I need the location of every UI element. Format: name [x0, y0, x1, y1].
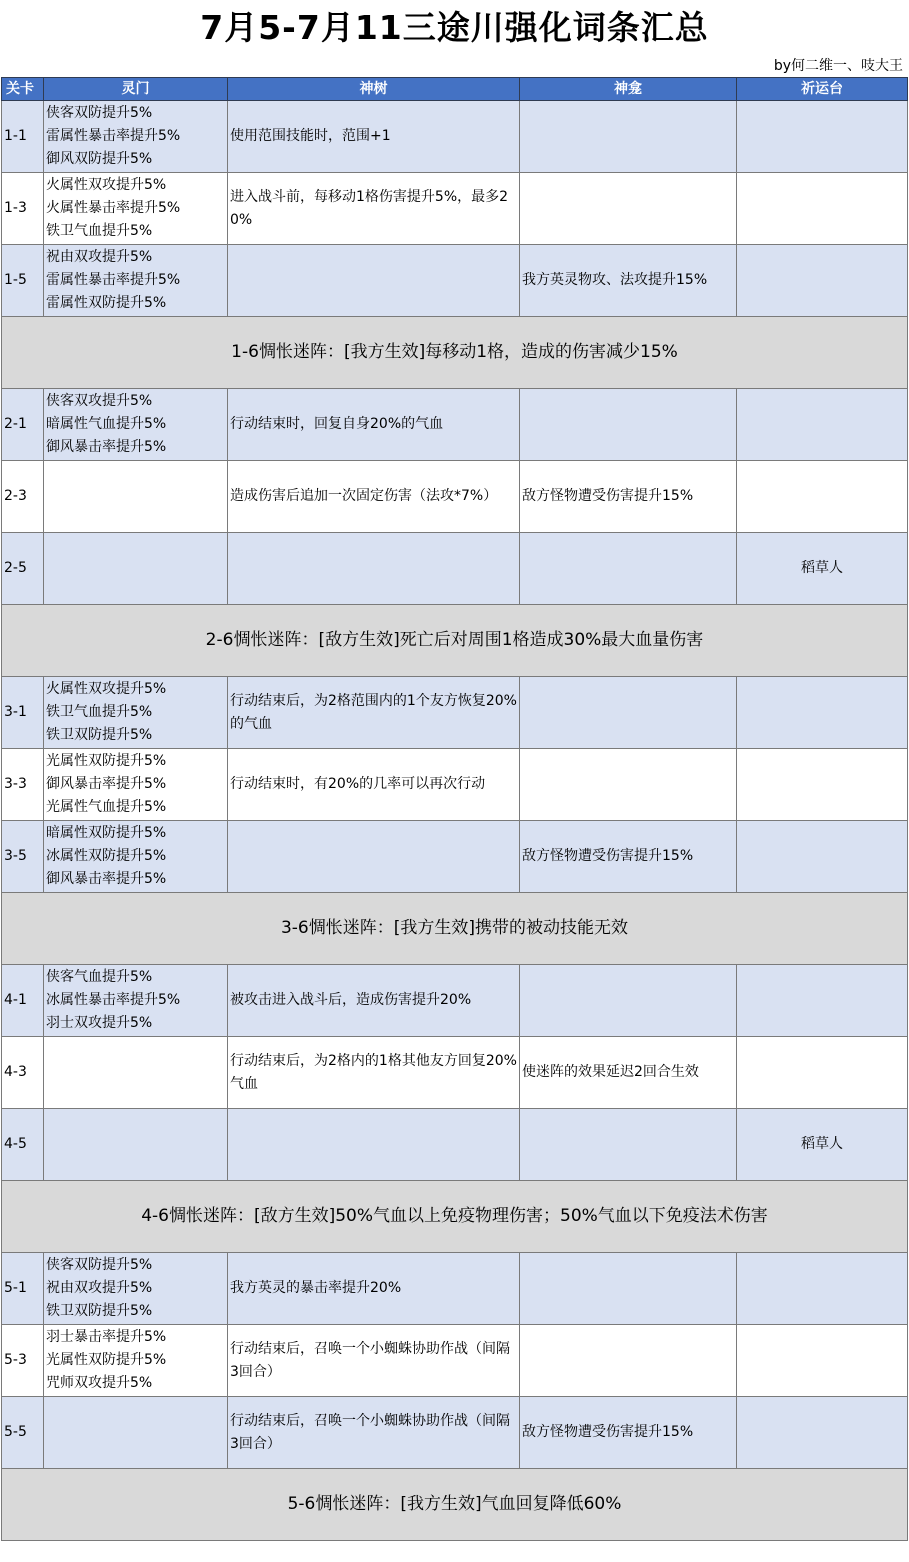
maze-effect-text: 2-6惆怅迷阵：[敌方生效]死亡后对周围1格造成30%最大血量伤害 [2, 605, 908, 677]
buff-summary-table [1, 77, 908, 1541]
shenshu-cell [228, 821, 520, 893]
lingmen-buff: 暗属性气血提升5% [46, 416, 167, 432]
stage-cell: 4-5 [2, 1109, 44, 1181]
maze-effect-text: 4-6惆怅迷阵：[敌方生效]50%气血以上免疫物理伤害；50%气血以下免疫法术伤害 [2, 1181, 908, 1253]
qiyuntai-cell [737, 749, 908, 821]
lingmen-buff: 雷属性暴击率提升5% [46, 272, 181, 288]
lingmen-buff: 侠客气血提升5% [46, 969, 153, 985]
shenkan-cell: 敌方怪物遭受伤害提升15% [520, 821, 737, 893]
shenshu-cell: 行动结束后，为2格内的1格其他友方回复20%气血 [228, 1037, 520, 1109]
qiyuntai-cell [737, 1325, 908, 1397]
stage-cell: 5-1 [2, 1253, 44, 1325]
lingmen-cell [44, 533, 228, 605]
shenkan-cell [520, 1253, 737, 1325]
shenshu-cell [228, 533, 520, 605]
stage-row [2, 389, 908, 461]
lingmen-buff: 火属性双攻提升5% [46, 177, 167, 193]
lingmen-buff: 光属性双防提升5% [46, 1352, 167, 1368]
stage-row [2, 749, 908, 821]
lingmen-buff: 铁卫气血提升5% [46, 223, 153, 239]
stage-row [2, 965, 908, 1037]
qiyuntai-cell [737, 1397, 908, 1469]
column-header-lingmen: 灵门 [44, 78, 228, 101]
lingmen-buff: 火属性双攻提升5% [46, 681, 167, 697]
stage-cell: 5-3 [2, 1325, 44, 1397]
maze-effect-banner-row [2, 1469, 908, 1541]
stage-row [2, 1397, 908, 1469]
lingmen-buff: 火属性暴击率提升5% [46, 200, 181, 216]
stage-row [2, 1253, 908, 1325]
stage-row [2, 821, 908, 893]
lingmen-cell [44, 245, 228, 317]
stage-cell: 1-5 [2, 245, 44, 317]
lingmen-buff: 雷属性暴击率提升5% [46, 128, 181, 144]
shenkan-cell [520, 533, 737, 605]
column-header-shenkan: 神龛 [520, 78, 737, 101]
lingmen-buff: 御风暴击率提升5% [46, 439, 167, 455]
lingmen-cell [44, 461, 228, 533]
author-credit: by何二维一、吱大王 [773, 58, 903, 74]
lingmen-buff: 冰属性双防提升5% [46, 848, 167, 864]
lingmen-buff: 铁卫双防提升5% [46, 1303, 153, 1319]
lingmen-cell [44, 389, 228, 461]
qiyuntai-cell: 稻草人 [737, 1109, 908, 1181]
stage-cell: 3-5 [2, 821, 44, 893]
shenshu-cell: 使用范围技能时，范围+1 [228, 101, 520, 173]
maze-effect-banner-row [2, 1181, 908, 1253]
stage-cell: 1-1 [2, 101, 44, 173]
stage-cell: 4-3 [2, 1037, 44, 1109]
stage-row [2, 101, 908, 173]
shenshu-cell [228, 245, 520, 317]
column-header-shenshu: 神树 [228, 78, 520, 101]
stage-cell: 3-3 [2, 749, 44, 821]
lingmen-buff: 铁卫气血提升5% [46, 704, 153, 720]
qiyuntai-cell [737, 821, 908, 893]
shenkan-cell [520, 965, 737, 1037]
lingmen-cell [44, 173, 228, 245]
lingmen-buff: 光属性气血提升5% [46, 799, 167, 815]
stage-row [2, 173, 908, 245]
qiyuntai-cell [737, 389, 908, 461]
maze-effect-banner-row [2, 317, 908, 389]
shenkan-cell: 我方英灵物攻、法攻提升15% [520, 245, 737, 317]
shenkan-cell: 敌方怪物遭受伤害提升15% [520, 1397, 737, 1469]
lingmen-cell [44, 1325, 228, 1397]
maze-effect-text: 5-6惆怅迷阵：[我方生效]气血回复降低60% [2, 1469, 908, 1541]
shenkan-cell [520, 749, 737, 821]
lingmen-buff: 咒师双攻提升5% [46, 1375, 153, 1391]
column-header-qiyuntai: 祈运台 [737, 78, 908, 101]
shenkan-cell [520, 1325, 737, 1397]
header-row [2, 78, 908, 101]
lingmen-cell [44, 1037, 228, 1109]
stage-cell: 5-5 [2, 1397, 44, 1469]
qiyuntai-cell [737, 173, 908, 245]
qiyuntai-cell [737, 101, 908, 173]
shenshu-cell: 我方英灵的暴击率提升20% [228, 1253, 520, 1325]
qiyuntai-cell [737, 965, 908, 1037]
column-header-stage: 关卡 [2, 78, 44, 101]
lingmen-buff: 冰属性暴击率提升5% [46, 992, 181, 1008]
shenshu-cell [228, 1109, 520, 1181]
stage-row [2, 1037, 908, 1109]
lingmen-cell [44, 101, 228, 173]
qiyuntai-cell [737, 677, 908, 749]
stage-row [2, 677, 908, 749]
qiyuntai-cell [737, 461, 908, 533]
shenshu-cell: 行动结束后，召唤一个小蜘蛛协助作战（间隔3回合） [228, 1397, 520, 1469]
stage-row [2, 245, 908, 317]
lingmen-buff: 暗属性双防提升5% [46, 825, 167, 841]
lingmen-cell [44, 677, 228, 749]
lingmen-buff: 侠客双防提升5% [46, 105, 153, 121]
maze-effect-text: 1-6惆怅迷阵：[我方生效]每移动1格，造成的伤害减少15% [2, 317, 908, 389]
stage-cell: 4-1 [2, 965, 44, 1037]
lingmen-cell [44, 1253, 228, 1325]
lingmen-buff: 雷属性双防提升5% [46, 295, 167, 311]
shenkan-cell [520, 677, 737, 749]
qiyuntai-cell [737, 1037, 908, 1109]
lingmen-cell [44, 1397, 228, 1469]
lingmen-buff: 侠客双攻提升5% [46, 393, 153, 409]
lingmen-cell [44, 749, 228, 821]
shenkan-cell [520, 389, 737, 461]
lingmen-buff: 羽士暴击率提升5% [46, 1329, 167, 1345]
qiyuntai-cell [737, 1253, 908, 1325]
lingmen-buff: 御风暴击率提升5% [46, 871, 167, 887]
shenshu-cell: 行动结束时，有20%的几率可以再次行动 [228, 749, 520, 821]
page-title: 7月5-7月11三途川强化词条汇总 [200, 8, 709, 47]
shenshu-cell: 被攻击进入战斗后，造成伤害提升20% [228, 965, 520, 1037]
shenkan-cell [520, 173, 737, 245]
stage-row [2, 533, 908, 605]
shenshu-cell: 行动结束后，召唤一个小蜘蛛协助作战（间隔3回合） [228, 1325, 520, 1397]
stage-row [2, 1325, 908, 1397]
lingmen-buff: 羽士双攻提升5% [46, 1015, 153, 1031]
qiyuntai-cell: 稻草人 [737, 533, 908, 605]
shenshu-cell: 行动结束后，为2格范围内的1个友方恢复20%的气血 [228, 677, 520, 749]
stage-row [2, 1109, 908, 1181]
shenkan-cell [520, 1109, 737, 1181]
stage-cell: 1-3 [2, 173, 44, 245]
lingmen-buff: 铁卫双防提升5% [46, 727, 153, 743]
shenshu-cell: 造成伤害后追加一次固定伤害（法攻*7%） [228, 461, 520, 533]
lingmen-cell [44, 821, 228, 893]
lingmen-buff: 御风暴击率提升5% [46, 776, 167, 792]
shenkan-cell: 敌方怪物遭受伤害提升15% [520, 461, 737, 533]
lingmen-cell [44, 965, 228, 1037]
stage-cell: 2-3 [2, 461, 44, 533]
maze-effect-banner-row [2, 605, 908, 677]
stage-row [2, 461, 908, 533]
stage-cell: 2-5 [2, 533, 44, 605]
shenshu-cell: 行动结束时，回复自身20%的气血 [228, 389, 520, 461]
shenshu-cell: 进入战斗前，每移动1格伤害提升5%，最多20% [228, 173, 520, 245]
lingmen-buff: 侠客双防提升5% [46, 1257, 153, 1273]
lingmen-buff: 光属性双防提升5% [46, 753, 167, 769]
lingmen-buff: 祝由双攻提升5% [46, 249, 153, 265]
shenkan-cell [520, 101, 737, 173]
qiyuntai-cell [737, 245, 908, 317]
maze-effect-text: 3-6惆怅迷阵：[我方生效]携带的被动技能无效 [2, 893, 908, 965]
shenkan-cell: 使迷阵的效果延迟2回合生效 [520, 1037, 737, 1109]
lingmen-cell [44, 1109, 228, 1181]
lingmen-buff: 御风双防提升5% [46, 151, 153, 167]
stage-cell: 2-1 [2, 389, 44, 461]
maze-effect-banner-row [2, 893, 908, 965]
lingmen-buff: 祝由双攻提升5% [46, 1280, 153, 1296]
stage-cell: 3-1 [2, 677, 44, 749]
